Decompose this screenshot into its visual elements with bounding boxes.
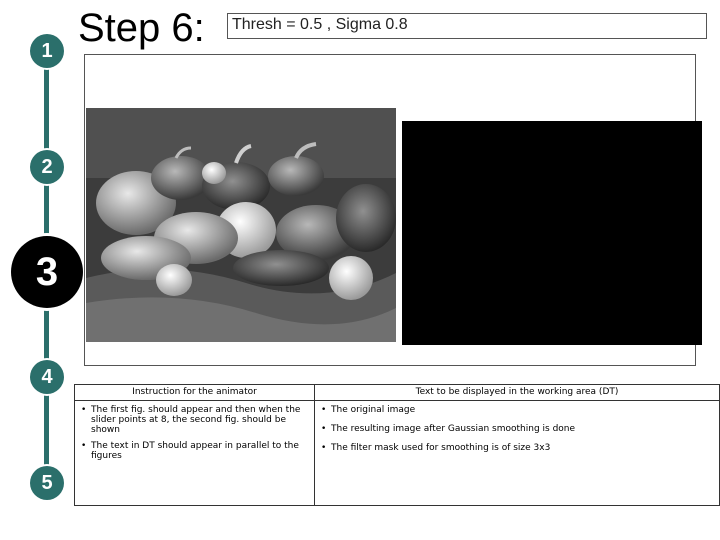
parameters-box: Thresh = 0.5 , Sigma 0.8: [227, 13, 707, 39]
step-badge-2[interactable]: [30, 150, 64, 184]
instruction-text: The first fig. should appear and then when the slider points at 8, the second fig. should be shown: [91, 405, 301, 435]
step-badge-3-active[interactable]: [11, 236, 83, 308]
animator-instruction-column: [75, 385, 315, 505]
step-badge-5[interactable]: [30, 466, 64, 500]
step-badge-1[interactable]: [30, 34, 64, 68]
smoothed-output-panel: [402, 121, 702, 345]
instruction-table: [74, 384, 720, 506]
list-item: • The filter mask used for smoothing is of size 3x3: [321, 443, 551, 453]
step-label: 4: [41, 365, 53, 388]
page-title: Step 6:: [78, 6, 205, 50]
list-item: • The first fig. should appear and then when the slider points at 8, the second fig. should be shown: [81, 405, 308, 435]
display-text-column: [315, 385, 719, 505]
step-badge-4[interactable]: [30, 360, 64, 394]
step-label: 1: [41, 39, 53, 62]
right-column-header: Text to be displayed in the working area (DT): [315, 385, 719, 401]
list-item: • The text in DT should appear in parallel to the figures: [81, 441, 308, 461]
list-item: • The original image: [321, 405, 416, 415]
peppers-grayscale-photo: [86, 108, 396, 342]
display-text: The original image: [331, 405, 416, 415]
list-item: • The resulting image after Gaussian smoothing is done: [321, 424, 576, 434]
step-label: 5: [41, 471, 53, 494]
instruction-text: The text in DT should appear in parallel to the figures: [91, 441, 299, 461]
step-label: 3: [35, 249, 59, 294]
display-text: The resulting image after Gaussian smoothing is done: [331, 424, 576, 434]
left-column-header: Instruction for the animator: [75, 385, 314, 401]
display-text: The filter mask used for smoothing is of size 3x3: [331, 443, 551, 453]
step-label: 2: [41, 155, 53, 178]
